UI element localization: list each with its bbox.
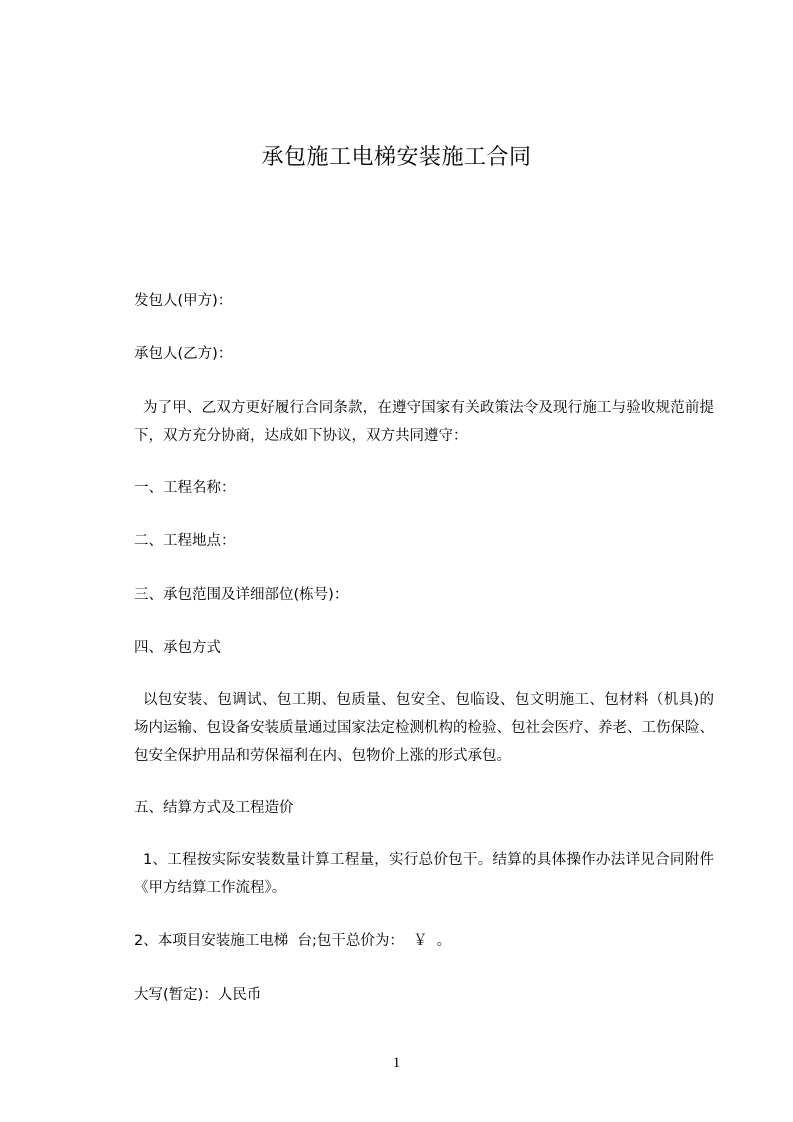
settlement-item-1: 1、工程按实际安装数量计算工程量，实行总价包干。结算的具体操作办法详见合同附件《甲方结算工作流程》。 [134, 852, 714, 896]
contract-method-paragraph: 以包安装、包调试、包工期、包质量、包安全、包临设、包文明施工、包材料（机具)的场内运输、包设备安装质量通过国家法定检测机构的检验、包社会医疗、养老、工伤保险、包安全保护用品和劳保福利在内、包物价上涨的形式承包。 [134, 692, 714, 764]
preamble-paragraph: 为了甲、乙双方更好履行合同条款，在遵守国家有关政策法令及现行施工与验收规范前提下，双方充分协商，达成如下协议，双方共同遵守： [134, 400, 714, 444]
section-contract-scope: 三、承包范围及详细部位(栋号)： [134, 587, 349, 603]
section-project-location: 二、工程地点： [134, 533, 236, 549]
page-number: 1 [392, 1055, 401, 1071]
section-contract-method: 四、承包方式 [134, 640, 221, 656]
capital-amount-label: 大写(暂定)：人民币 [134, 987, 262, 1003]
section-settlement: 五、结算方式及工程造价 [134, 800, 294, 816]
party-b-label: 承包人(乙方)： [134, 346, 233, 362]
section-project-name: 一、工程名称： [134, 480, 236, 496]
document-title: 承包施工电梯安装施工合同 [261, 145, 532, 170]
settlement-item-2: 2、本项目安装施工电梯 台;包干总价为： ￥ 。 [134, 933, 452, 949]
party-a-label: 发包人(甲方)： [134, 293, 233, 309]
